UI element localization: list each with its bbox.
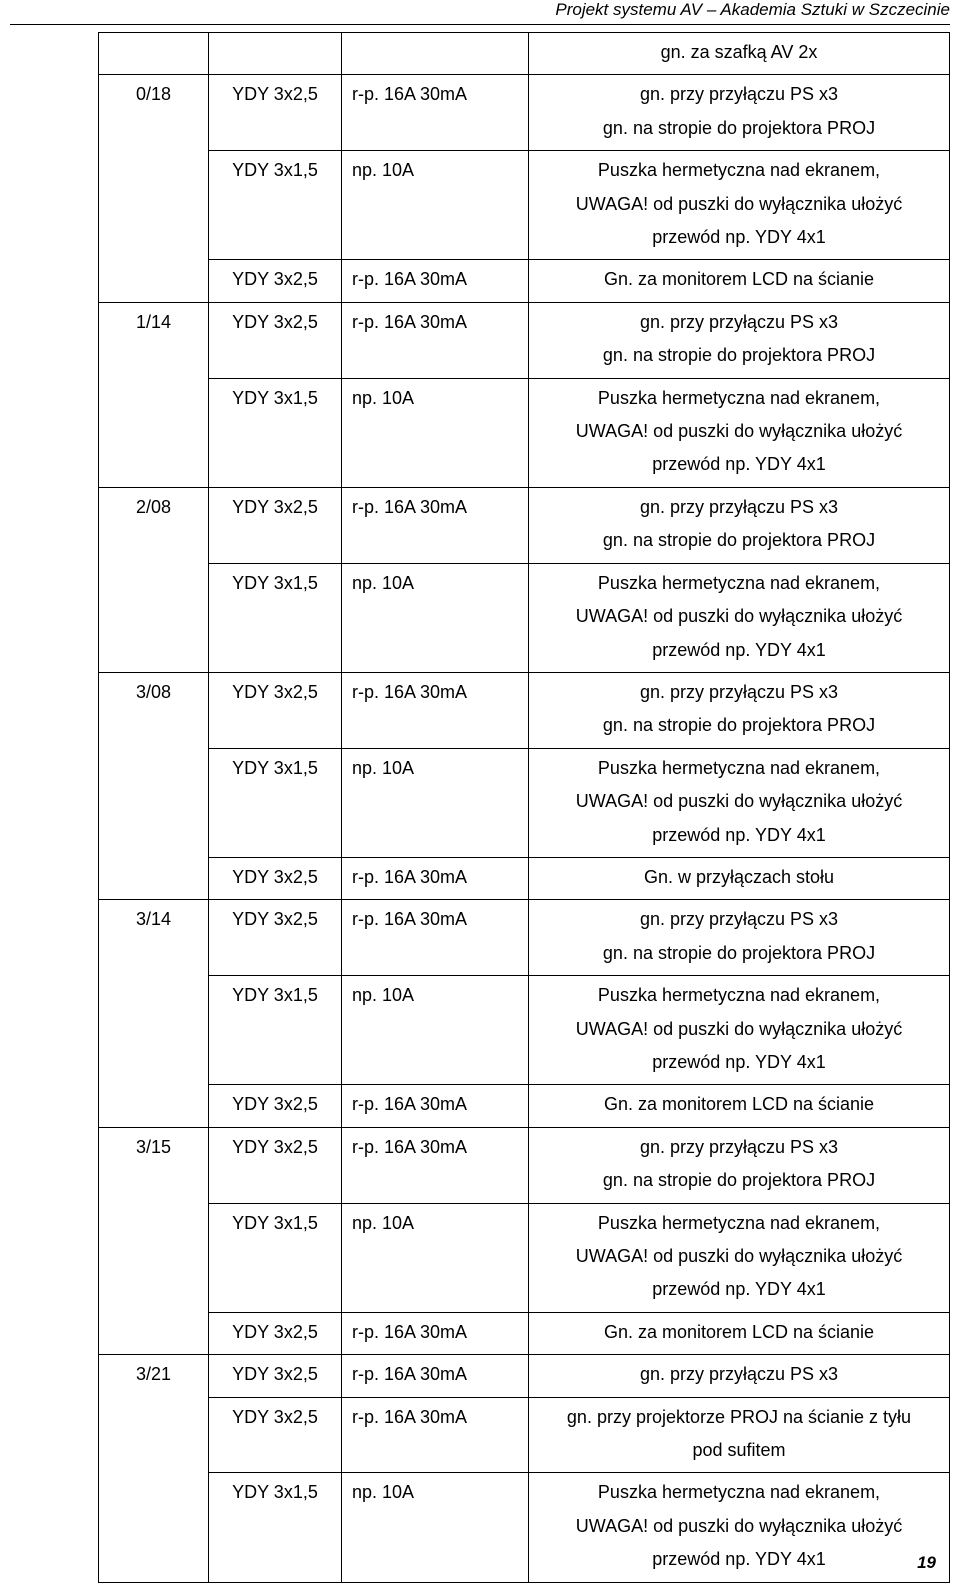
outlet-location-cell [529, 1473, 950, 1582]
outlet-location-line: przewód np. YDY 4x1 [652, 639, 826, 660]
outlet-location-line: Puszka hermetyczna nad ekranem, [597, 572, 881, 593]
table-row [99, 900, 950, 976]
outlet-location-line: UWAGA! od puszki do wyłącznika ułożyć [575, 1246, 903, 1266]
cable-type-cell: YDY 3x2,5 [209, 1127, 342, 1203]
protection-cell: r-p. 16A 30mA [342, 1085, 529, 1127]
outlet-location-line: gn. na stropie do projektora PROJ [602, 530, 876, 551]
outlet-location-line: Puszka hermetyczna nad ekranem, [597, 1212, 881, 1233]
outlet-location-cell [529, 151, 950, 260]
table-row [99, 748, 950, 857]
outlet-location-line: UWAGA! od puszki do wyłącznika ułożyć [575, 421, 903, 442]
outlet-location-line: UWAGA! od puszki do wyłącznika ułożyć [575, 193, 903, 214]
table-row [99, 857, 950, 899]
cable-type-cell: YDY 3x2,5 [209, 857, 342, 899]
protection-cell: r-p. 16A 30mA [342, 1355, 529, 1397]
protection-cell: np. 10A [342, 151, 529, 260]
outlet-location-cell [529, 1355, 950, 1397]
table-row [99, 1312, 950, 1354]
outlet-location-cell [529, 900, 950, 976]
protection-cell: r-p. 16A 30mA [342, 672, 529, 748]
table-body [99, 33, 950, 1583]
outlet-location-line: przewód np. YDY 4x1 [652, 1549, 826, 1570]
outlet-location-cell [529, 75, 950, 151]
outlet-location-line: Gn. w przyłączach stołu [643, 866, 835, 887]
protection-cell: r-p. 16A 30mA [342, 302, 529, 378]
outlet-location-cell [529, 857, 950, 899]
cable-type-cell: YDY 3x1,5 [209, 1473, 342, 1582]
table-row [99, 1355, 950, 1397]
outlet-location-line: gn. przy przyłączu PS x3 [639, 681, 839, 702]
outlet-location-cell [529, 563, 950, 672]
protection-cell: np. 10A [342, 1203, 529, 1312]
cable-type-cell: YDY 3x2,5 [209, 487, 342, 563]
protection-cell: r-p. 16A 30mA [342, 900, 529, 976]
cable-type-cell: YDY 3x2,5 [209, 1397, 342, 1473]
cable-type-cell: YDY 3x2,5 [209, 1085, 342, 1127]
outlet-location-line: Puszka hermetyczna nad ekranem, [597, 387, 881, 408]
table-row [99, 151, 950, 260]
cable-type-cell: YDY 3x2,5 [209, 1312, 342, 1354]
protection-cell: np. 10A [342, 378, 529, 487]
outlet-location-line: Puszka hermetyczna nad ekranem, [597, 160, 881, 181]
outlet-location-cell [529, 1397, 950, 1473]
table-row [99, 378, 950, 487]
outlet-location-cell [529, 976, 950, 1085]
table-row [99, 302, 950, 378]
protection-cell: r-p. 16A 30mA [342, 1397, 529, 1473]
outlet-location-line: gn. przy przyłączu PS x3 [639, 909, 839, 930]
outlet-location-line: gn. przy przyłączu PS x3 [639, 84, 839, 105]
outlet-location-line: Gn. za monitorem LCD na ścianie [603, 1094, 875, 1115]
cable-type-cell: YDY 3x1,5 [209, 1203, 342, 1312]
cable-type-cell: YDY 3x2,5 [209, 900, 342, 976]
outlet-location-line: gn. na stropie do projektora PROJ [602, 715, 876, 736]
cable-type-cell: YDY 3x2,5 [209, 1355, 342, 1397]
table-row [99, 33, 950, 75]
outlet-location-line: Gn. za monitorem LCD na ścianie [603, 269, 875, 290]
outlet-location-line: Puszka hermetyczna nad ekranem, [597, 757, 881, 778]
outlet-location-line: Puszka hermetyczna nad ekranem, [597, 1482, 881, 1503]
protection-cell: np. 10A [342, 1473, 529, 1582]
protection-cell: np. 10A [342, 563, 529, 672]
outlet-location-line: gn. przy przyłączu PS x3 [639, 1136, 839, 1157]
protection-cell: r-p. 16A 30mA [342, 260, 529, 302]
outlet-location-cell [529, 1085, 950, 1127]
outlet-location-line: gn. przy projektorze PROJ na ścianie z tyłu [566, 1406, 912, 1427]
cable-type-cell: YDY 3x2,5 [209, 672, 342, 748]
table-row [99, 1397, 950, 1473]
outlet-location-cell [529, 672, 950, 748]
room-number-cell: 2/08 [99, 487, 209, 672]
room-number-cell: 3/08 [99, 672, 209, 899]
outlet-location-line: UWAGA! od puszki do wyłącznika ułożyć [575, 1515, 903, 1536]
outlet-location-line: przewód np. YDY 4x1 [652, 1279, 826, 1300]
outlet-location-line: gn. przy przyłączu PS x3 [639, 496, 839, 517]
table-row [99, 1085, 950, 1127]
table-row [99, 1473, 950, 1582]
outlet-location-line: gn. na stropie do projektora PROJ [602, 1170, 876, 1191]
outlet-location-line: gn. przy przyłączu PS x3 [639, 1364, 839, 1385]
room-number-cell: 3/15 [99, 1127, 209, 1354]
cable-type-cell: YDY 3x2,5 [209, 75, 342, 151]
table-row [99, 976, 950, 1085]
outlet-location-line: pod sufitem [692, 1440, 786, 1461]
table-row [99, 260, 950, 302]
outlet-location-cell [529, 260, 950, 302]
outlet-location-line: przewód np. YDY 4x1 [652, 454, 826, 475]
protection-cell: r-p. 16A 30mA [342, 1127, 529, 1203]
page-header [10, 0, 950, 25]
table-row [99, 672, 950, 748]
power-specification-table [98, 32, 950, 1583]
protection-cell [342, 33, 529, 75]
outlet-location-line: przewód np. YDY 4x1 [652, 824, 826, 845]
protection-cell: np. 10A [342, 748, 529, 857]
outlet-location-cell [529, 1127, 950, 1203]
cable-type-cell [209, 33, 342, 75]
protection-cell: np. 10A [342, 976, 529, 1085]
outlet-location-line: Puszka hermetyczna nad ekranem, [597, 985, 881, 1006]
outlet-location-cell [529, 302, 950, 378]
outlet-location-line: gn. na stropie do projektora PROJ [602, 345, 876, 366]
outlet-location-cell [529, 1312, 950, 1354]
outlet-location-line: UWAGA! od puszki do wyłącznika ułożyć [575, 1018, 903, 1039]
protection-cell: r-p. 16A 30mA [342, 1312, 529, 1354]
cable-type-cell: YDY 3x1,5 [209, 563, 342, 672]
page-number: 19 [917, 1553, 936, 1572]
protection-cell: r-p. 16A 30mA [342, 487, 529, 563]
room-number-cell: 1/14 [99, 302, 209, 487]
outlet-location-line: Gn. za monitorem LCD na ścianie [603, 1321, 875, 1342]
protection-cell: r-p. 16A 30mA [342, 75, 529, 151]
room-number-cell: 0/18 [99, 75, 209, 302]
outlet-location-cell [529, 378, 950, 487]
outlet-location-line: gn. na stropie do projektora PROJ [602, 942, 876, 963]
cable-type-cell: YDY 3x1,5 [209, 151, 342, 260]
outlet-location-cell [529, 1203, 950, 1312]
table-row [99, 563, 950, 672]
outlet-location-line: przewód np. YDY 4x1 [652, 227, 826, 248]
cable-type-cell: YDY 3x1,5 [209, 748, 342, 857]
outlet-location-line: gn. za szafką AV 2x [660, 42, 818, 62]
room-number-cell [99, 33, 209, 75]
outlet-location-line: gn. przy przyłączu PS x3 [639, 311, 839, 332]
outlet-location-cell [529, 33, 950, 75]
cable-type-cell: YDY 3x1,5 [209, 976, 342, 1085]
table-row [99, 1127, 950, 1203]
outlet-location-line: przewód np. YDY 4x1 [652, 1051, 826, 1072]
outlet-location-line: UWAGA! od puszki do wyłącznika ułożyć [575, 791, 903, 812]
table-row [99, 75, 950, 151]
cable-type-cell: YDY 3x1,5 [209, 378, 342, 487]
outlet-location-cell [529, 748, 950, 857]
room-number-cell: 3/14 [99, 900, 209, 1127]
outlet-location-cell [529, 487, 950, 563]
cable-type-cell: YDY 3x2,5 [209, 302, 342, 378]
cable-type-cell: YDY 3x2,5 [209, 260, 342, 302]
table-row [99, 1203, 950, 1312]
room-number-cell: 3/21 [99, 1355, 209, 1582]
table-row [99, 487, 950, 563]
outlet-location-line: gn. na stropie do projektora PROJ [602, 117, 876, 138]
protection-cell: r-p. 16A 30mA [342, 857, 529, 899]
outlet-location-line: UWAGA! od puszki do wyłącznika ułożyć [575, 606, 903, 627]
page-header-title: Projekt systemu AV – Akademia Sztuki w Szczecinie [555, 0, 950, 19]
